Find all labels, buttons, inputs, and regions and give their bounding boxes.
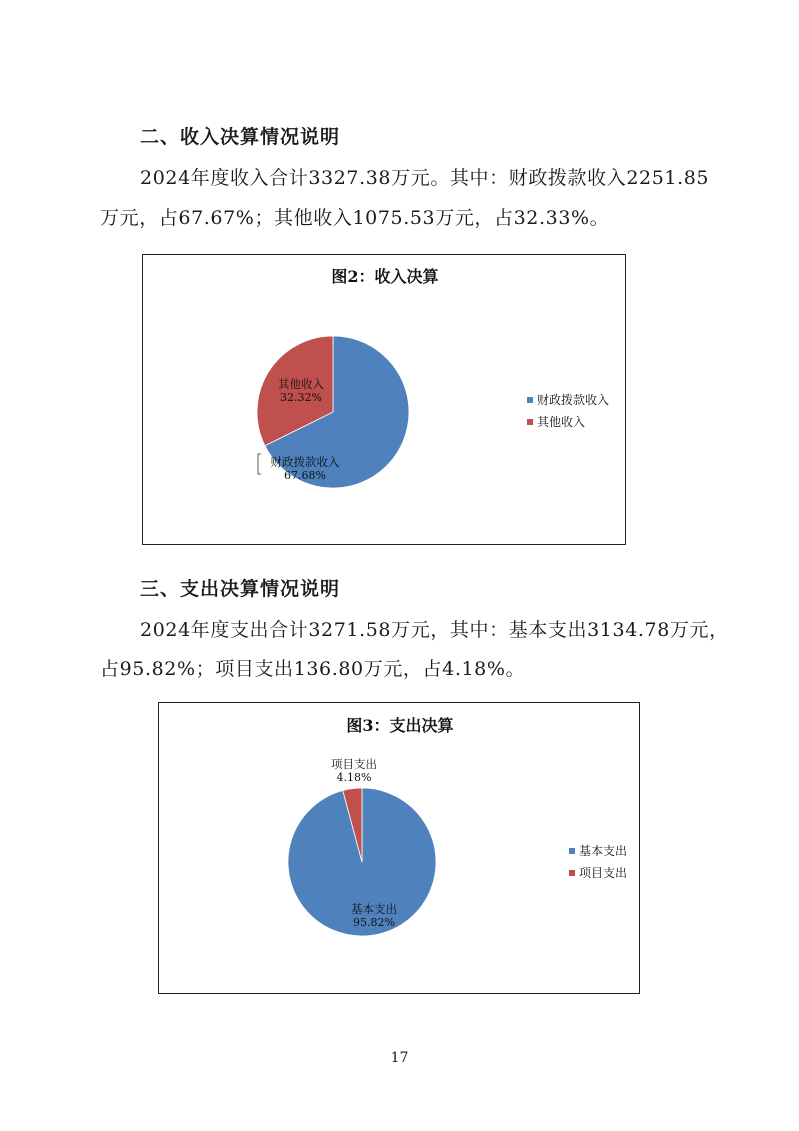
- data-label-name: 其他收入: [278, 377, 324, 391]
- legend-swatch: [569, 848, 575, 854]
- section-heading-income: 二、收入决算情况说明: [140, 126, 341, 148]
- income-paragraph-line-2: 万元，占67.67%；其他收入1075.53万元，占32.33%。: [100, 207, 610, 229]
- expense-paragraph-line-2: 占95.82%；项目支出136.80万元，占4.18%。: [100, 658, 526, 680]
- income-pie-chart: [143, 255, 627, 546]
- legend-swatch: [569, 870, 575, 876]
- data-label-value: 4.18%: [336, 771, 372, 784]
- data-label-name: 基本支出: [351, 902, 397, 916]
- legend-entry: 基本支出: [579, 844, 628, 858]
- legend-entry: 项目支出: [579, 866, 628, 880]
- income-paragraph-line-1: 2024年度收入合计3327.38万元。其中：财政拨款收入2251.85: [140, 167, 710, 189]
- expense-paragraph-line-1: 2024年度支出合计3271.58万元，其中：基本支出3134.78万元，: [140, 619, 729, 641]
- chart-title: 图3：支出决算: [346, 716, 454, 735]
- expense-pie-chart: [159, 703, 641, 995]
- data-label-name: 财政拨款收入: [270, 455, 340, 469]
- page-number: 17: [390, 1050, 409, 1066]
- chart-title: 图2：收入决算: [331, 267, 439, 286]
- data-label-value: 67.68%: [284, 469, 326, 482]
- expense-chart: [158, 702, 640, 994]
- legend-entry: 其他收入: [537, 415, 586, 429]
- legend-entry: 财政拨款收入: [537, 393, 610, 407]
- leader-line: [258, 454, 261, 474]
- data-label-value: 32.32%: [280, 391, 322, 404]
- section-heading-expense: 三、支出决算情况说明: [140, 578, 341, 600]
- income-chart: [142, 254, 626, 545]
- legend-swatch: [527, 397, 533, 403]
- legend-swatch: [527, 419, 533, 425]
- data-label-value: 95.82%: [353, 916, 395, 929]
- data-label-name: 项目支出: [331, 757, 377, 771]
